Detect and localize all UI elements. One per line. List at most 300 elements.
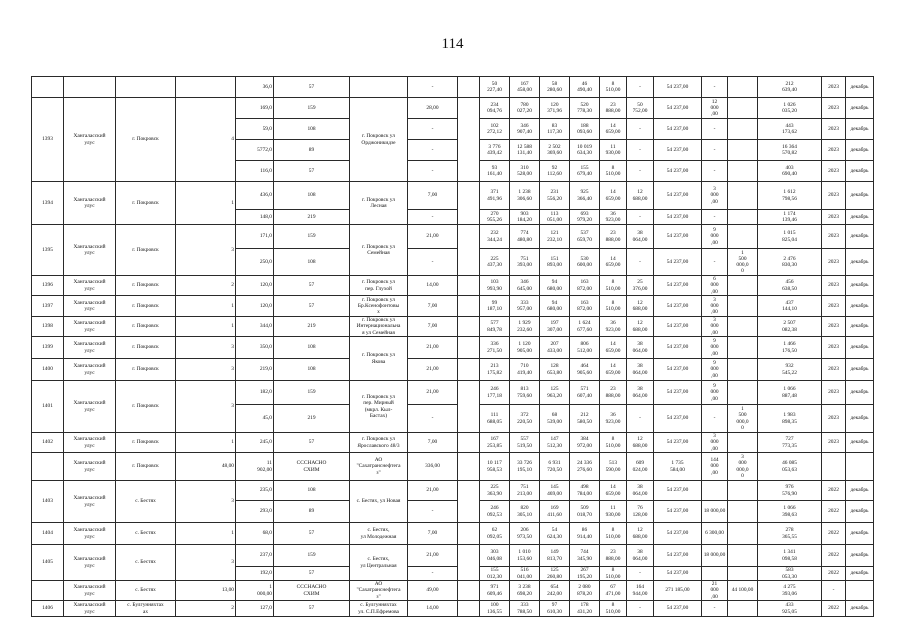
table-cell: 219 [274,210,350,225]
table-cell: с. Булгунняхтах ах [116,601,176,617]
table-cell [458,296,480,317]
table-cell: декабрь [846,225,874,249]
table-cell: г. Покровск [116,337,176,359]
table-row [32,98,874,119]
table-cell [728,381,758,405]
table-cell [846,453,874,481]
table-cell: 346 645,00 [510,276,540,296]
table-cell [458,601,480,617]
table-cell: 21,00 [408,337,458,359]
table-cell: 21,00 [408,225,458,249]
table-cell: 310 528,00 [510,161,540,182]
table-cell: 12 588 131,40 [510,140,540,161]
table-cell [458,98,480,182]
table-cell: 1 612 798,56 [758,182,822,210]
table-cell: 1395 [32,225,64,276]
table-cell: 86 914,40 [570,523,600,545]
table-cell: 38 064,00 [627,225,654,249]
table-row [32,433,874,453]
table-cell: 68,0 [236,523,274,545]
table-cell [728,77,758,98]
table-cell [458,359,480,381]
table-cell: 14 659,00 [600,337,627,359]
table-cell: 1 624 677,60 [570,317,600,337]
table-cell: 54 237,00 [654,249,702,276]
table-cell: 2023 [822,433,846,453]
table-cell: 144 000 ,00 [702,453,728,481]
table-cell: Хангаласский улус [64,98,116,182]
table-cell: 3 [176,359,236,381]
table-cell: 36 923,00 [600,210,627,225]
table-cell: 9 000 ,00 [702,337,728,359]
table-row [32,317,874,337]
table-cell: декабрь [846,276,874,296]
table-cell: 14 659,00 [600,481,627,501]
table-cell: - [408,77,458,98]
table-cell: 336 271,50 [480,337,510,359]
table-cell: - [702,249,728,276]
table-cell: 9 000 ,00 [702,225,728,249]
table-cell: 57 [274,433,350,453]
table-row [32,296,874,317]
table-cell: г. Покровск ул Лесная [350,182,408,225]
table-cell: 903 184,20 [510,210,540,225]
table-cell: 456 638,50 [758,276,822,296]
table-cell: 1404 [32,523,64,545]
table-cell: 54 237,00 [654,501,702,523]
table-cell: 192,0 [236,567,274,581]
table-cell: 1402 [32,433,64,453]
table-cell: - [627,567,654,581]
table-cell: 1 066 887,48 [758,381,822,405]
table-cell: - [702,210,728,225]
table-cell: 149 813,70 [540,545,570,567]
table-row [32,601,874,617]
table-cell: 350,0 [236,337,274,359]
table-cell: с. Бестях [116,545,176,581]
table-cell: декабрь [846,405,874,433]
table-cell: 1396 [32,276,64,296]
table-cell: 7,00 [408,182,458,210]
table-cell: 83 117,30 [540,119,570,140]
table-cell: 2 507 082,38 [758,317,822,337]
table-cell [32,453,64,481]
table-cell: 102 272,12 [480,119,510,140]
table-cell: 751 393,00 [510,249,540,276]
table-cell: г. Покровск ул Орджоникидзе [350,98,408,182]
table-cell: декабрь [846,433,874,453]
table-cell: 1393 [32,98,64,182]
table-cell: 54 237,00 [654,601,702,617]
table-cell: 33 726 195,10 [510,453,540,481]
table-cell: 25 376,00 [627,276,654,296]
table-cell: 235,0 [236,481,274,501]
table-cell: 270 955,26 [480,210,510,225]
table-cell [728,481,758,501]
table-cell: 76 128,00 [627,501,654,523]
table-cell: 1 066 398,63 [758,501,822,523]
table-cell: 10 117 958,53 [480,453,510,481]
table-cell: г. Покровск ул Бр.Ксенофонтовы х [350,296,408,317]
table-cell [702,481,728,501]
table-cell: 8 510,00 [600,433,627,453]
table-cell: декабрь [846,317,874,337]
table-cell [728,98,758,119]
table-cell: 710 419,40 [510,359,540,381]
table-cell: декабрь [846,523,874,545]
table-cell: 28,00 [408,98,458,119]
table-cell: 2022 [822,545,846,567]
table-cell: 1403 [32,481,64,523]
table-cell: 54 237,00 [654,98,702,119]
table-cell: 12 688,00 [627,433,654,453]
table-cell: 125 963,20 [540,381,570,405]
table-cell: 1 [176,296,236,317]
table-cell: 23 888,00 [600,381,627,405]
table-cell [728,296,758,317]
table-cell: 54 237,00 [654,161,702,182]
table-cell: 1 120 905,00 [510,337,540,359]
table-cell: 232 344,24 [480,225,510,249]
table-cell: 169 411,60 [540,501,570,523]
table-cell: декабрь [846,481,874,501]
table-cell: 13,00 [176,581,236,601]
table-cell [728,140,758,161]
table-cell: 271 185,00 [654,581,702,601]
table-cell: - [408,405,458,433]
table-cell: Хангаласский улус [64,581,116,601]
table-cell: 371 491,96 [480,182,510,210]
table-cell: 1401 [32,381,64,433]
table-cell: 14 659,00 [600,249,627,276]
table-cell: 188 093,60 [570,119,600,140]
table-cell: 1 500 000,0 0 [728,249,758,276]
table-cell [728,433,758,453]
table-cell: 120,0 [236,296,274,317]
table-cell [702,567,728,581]
table-cell: 231 556,20 [540,182,570,210]
table-cell: 14 659,00 [600,119,627,140]
table-cell: 1 929 232,60 [510,317,540,337]
table-cell: 68 539,00 [540,405,570,433]
table-cell: 1394 [32,182,64,225]
table-cell: 806 512,00 [570,337,600,359]
table-cell: 8 510,00 [600,523,627,545]
table-cell: декабрь [846,359,874,381]
table-cell: 54 237,00 [654,182,702,210]
table-cell: 925 366,40 [570,182,600,210]
table-cell: 24 336 276,60 [570,453,600,481]
table-cell: 609 024,00 [627,453,654,481]
table-cell: 178 431,20 [570,601,600,617]
table-cell: Хангаласский улус [64,317,116,337]
table-cell [458,225,480,276]
table-cell: с. Бестях, ул Молодежная [350,523,408,545]
table-cell: 1 [176,182,236,225]
table-cell: 8 510,00 [600,161,627,182]
table-cell: 151 893,00 [540,249,570,276]
table-cell [458,523,480,545]
table-cell: 2022 [822,601,846,617]
table-cell: 2023 [822,77,846,98]
table-row [32,381,874,405]
table-cell [458,182,480,225]
table-cell: 11 930,00 [600,140,627,161]
table-cell: 1400 [32,359,64,381]
table-cell: 46 085 053,63 [758,453,822,481]
table-cell: 2023 [822,210,846,225]
table-body [32,77,874,617]
table-cell: 571 607,40 [570,381,600,405]
table-cell: 346 907,40 [510,119,540,140]
register-table [31,76,874,617]
table-cell [728,225,758,249]
table-cell: Хангаласский улус [64,545,116,581]
table-cell [728,567,758,581]
table-cell: 49,00 [408,581,458,601]
table-cell: г. Покровск [116,433,176,453]
table-cell: Хангаласский улус [64,276,116,296]
table-cell: 57 [274,276,350,296]
table-cell: 498 784,00 [570,481,600,501]
table-cell: 976 576,90 [758,481,822,501]
table-cell: 54 237,00 [654,433,702,453]
table-cell: 116,0 [236,161,274,182]
table-cell [458,317,480,337]
table-cell: 9 000 ,00 [702,359,728,381]
table-cell: 3 [176,545,236,581]
table-cell: 11 930,00 [600,501,627,523]
table-cell: 813 759,60 [510,381,540,405]
table-cell: 21,00 [408,481,458,501]
table-cell: 108 [274,119,350,140]
table-cell: 520 778,30 [570,98,600,119]
table-cell: 267 195,20 [570,567,600,581]
table-row [32,523,874,545]
table-cell: с. Булгунняхтах ул. С.П.Ефремова [350,601,408,617]
table-cell [32,581,64,601]
table-cell: 344,0 [236,317,274,337]
table-cell: г. Покровск [116,225,176,276]
table-cell: 92 112,60 [540,161,570,182]
table-cell: 212 639,40 [758,77,822,98]
table-cell: 145 469,00 [540,481,570,501]
table-row [32,182,874,210]
table-cell: 3 000 000,0 0 [728,453,758,481]
table-cell: 4 [176,98,236,182]
table-cell [728,317,758,337]
table-cell: 1 000,00 [236,581,274,601]
table-cell: 3 000 ,00 [702,182,728,210]
table-cell: 727 773,35 [758,433,822,453]
table-cell: - [408,249,458,276]
table-cell: 108 [274,182,350,210]
table-cell: 1 983 898,35 [758,405,822,433]
table-cell [116,77,176,98]
table-cell: г. Покровск [116,317,176,337]
table-cell: декабрь [846,501,874,523]
table-cell: 774 480,80 [510,225,540,249]
table-cell: декабрь [846,161,874,182]
table-cell: 219 [274,317,350,337]
table-cell: 751 213,00 [510,481,540,501]
table-cell: 18 000,00 [702,545,728,567]
table-cell [458,581,480,601]
table-cell: 2022 [822,501,846,523]
table-cell: 246 177,18 [480,381,510,405]
table-cell: 128 653,80 [540,359,570,381]
table-cell: 3 [176,337,236,359]
table-cell: Хангаласский улус [64,337,116,359]
table-cell: 155 012,30 [480,567,510,581]
table-cell: 433 925,05 [758,601,822,617]
table-cell [728,545,758,567]
table-cell: 155 679,40 [570,161,600,182]
table-cell: 2022 [822,481,846,501]
table-cell: 11 902,00 [236,453,274,481]
table-cell: 103 993,90 [480,276,510,296]
table-cell: 54 237,00 [654,210,702,225]
table-cell: 54 237,00 [654,381,702,405]
table-cell: 1 500 000,0 0 [728,405,758,433]
table-cell: 54 237,00 [654,545,702,567]
table-cell: - [702,77,728,98]
table-cell [176,77,236,98]
table-cell [458,433,480,453]
table-cell: 14 659,00 [600,182,627,210]
table-cell: - [702,140,728,161]
table-cell: 2023 [822,359,846,381]
table-cell: 213 175,82 [480,359,510,381]
table-cell: Хангаласский улус [64,453,116,481]
table-cell: 3 000 ,00 [702,317,728,337]
table-cell: 14,00 [408,601,458,617]
table-cell: декабрь [846,182,874,210]
table-cell: 780 027,20 [510,98,540,119]
page-number: 114 [441,36,464,52]
table-cell: 2023 [822,381,846,405]
table-cell: 38 064,00 [627,481,654,501]
table-cell: 57 [274,77,350,98]
table-cell: 8 510,00 [600,276,627,296]
table-cell: декабрь [846,545,874,567]
table-cell: 1 341 098,58 [758,545,822,567]
table-cell [728,161,758,182]
table-cell: - [627,77,654,98]
table-cell: 1 238 306,60 [510,182,540,210]
table-row [32,225,874,249]
table-cell: 2 502 369,60 [540,140,570,161]
table-cell: 509 018,70 [570,501,600,523]
table-cell [728,601,758,617]
table-cell [458,381,480,433]
table-cell: 225 363,90 [480,481,510,501]
table-row [32,581,874,601]
table-cell: 557 519,50 [510,433,540,453]
table-cell: 171,0 [236,225,274,249]
table-cell: 14 659,00 [600,359,627,381]
table-cell: 1 [176,523,236,545]
table-cell: 384 972,00 [570,433,600,453]
table-cell: 3 000 ,00 [702,433,728,453]
table-cell: г. Покровск [116,381,176,433]
table-cell: 1 [176,317,236,337]
table-cell: 4 275 393,06 [758,581,822,601]
table-cell: АО "Сахатранснефтега з" [350,453,408,481]
table-cell [728,337,758,359]
table-cell: 693 979,20 [570,210,600,225]
table-cell: декабрь [846,381,874,405]
table-cell: 38 064,00 [627,381,654,405]
table-cell: 1 [176,433,236,453]
table-cell: 12 688,00 [627,182,654,210]
table-cell: 113 051,00 [540,210,570,225]
table-cell: 513 590,00 [600,453,627,481]
table-cell: 225 437,30 [480,249,510,276]
table-cell: 111 688,05 [480,405,510,433]
table-cell: 336,00 [408,453,458,481]
table-cell: 45,0 [236,405,274,433]
table-cell: 2023 [822,182,846,210]
table-cell: с. Бестях [116,581,176,601]
table-cell: г. Покровск ул Якова [350,337,408,381]
table-cell: 2023 [822,337,846,359]
table-cell: 333 957,00 [510,296,540,317]
table-cell: Хангаласский улус [64,359,116,381]
table-cell [458,337,480,359]
table-cell: 54 237,00 [654,119,702,140]
table-cell: декабрь [846,249,874,276]
table-cell: г. Покровск ул Интернациональна я ул Семейная [350,317,408,337]
table-cell: - [627,210,654,225]
table-cell: 54 237,00 [654,317,702,337]
table-cell: 50 752,00 [627,98,654,119]
table-cell: 18 000,00 [702,501,728,523]
table-row [32,359,874,381]
table-cell: 100 136,55 [480,601,510,617]
table-cell: - [627,161,654,182]
table-cell: 2023 [822,98,846,119]
table-cell [728,523,758,545]
table-cell: 245,0 [236,433,274,453]
table-cell: 54 237,00 [654,567,702,581]
table-cell: - [408,161,458,182]
table-cell: с. Бестях, ул Новая [350,481,408,523]
table-cell: 57 [274,523,350,545]
table-cell: 54 237,00 [654,405,702,433]
table-cell: 54 237,00 [654,225,702,249]
table-cell: 163 872,00 [570,296,600,317]
table-cell: 250,0 [236,249,274,276]
table-cell: 167 253,85 [480,433,510,453]
table-cell: 125 260,80 [540,567,570,581]
table-cell: г. Покровск ул пер. Мирный (мкрл. Кыл- Бастах) [350,381,408,433]
table-cell: 516 041,00 [510,567,540,581]
table-cell: 148,0 [236,210,274,225]
table-cell: - [408,501,458,523]
table-cell: - [627,119,654,140]
table-cell: 54 237,00 [654,276,702,296]
table-cell: с. Бестях, ул Центральная [350,545,408,581]
table-cell: 108 [274,359,350,381]
table-cell: 8 510,00 [600,567,627,581]
table-cell: 108 [274,481,350,501]
table-cell: 197 307,00 [540,317,570,337]
table-cell: 1 015 825,04 [758,225,822,249]
table-cell: 654 242,00 [540,581,570,601]
table-cell [458,77,480,98]
table-cell: 3 776 439,42 [480,140,510,161]
